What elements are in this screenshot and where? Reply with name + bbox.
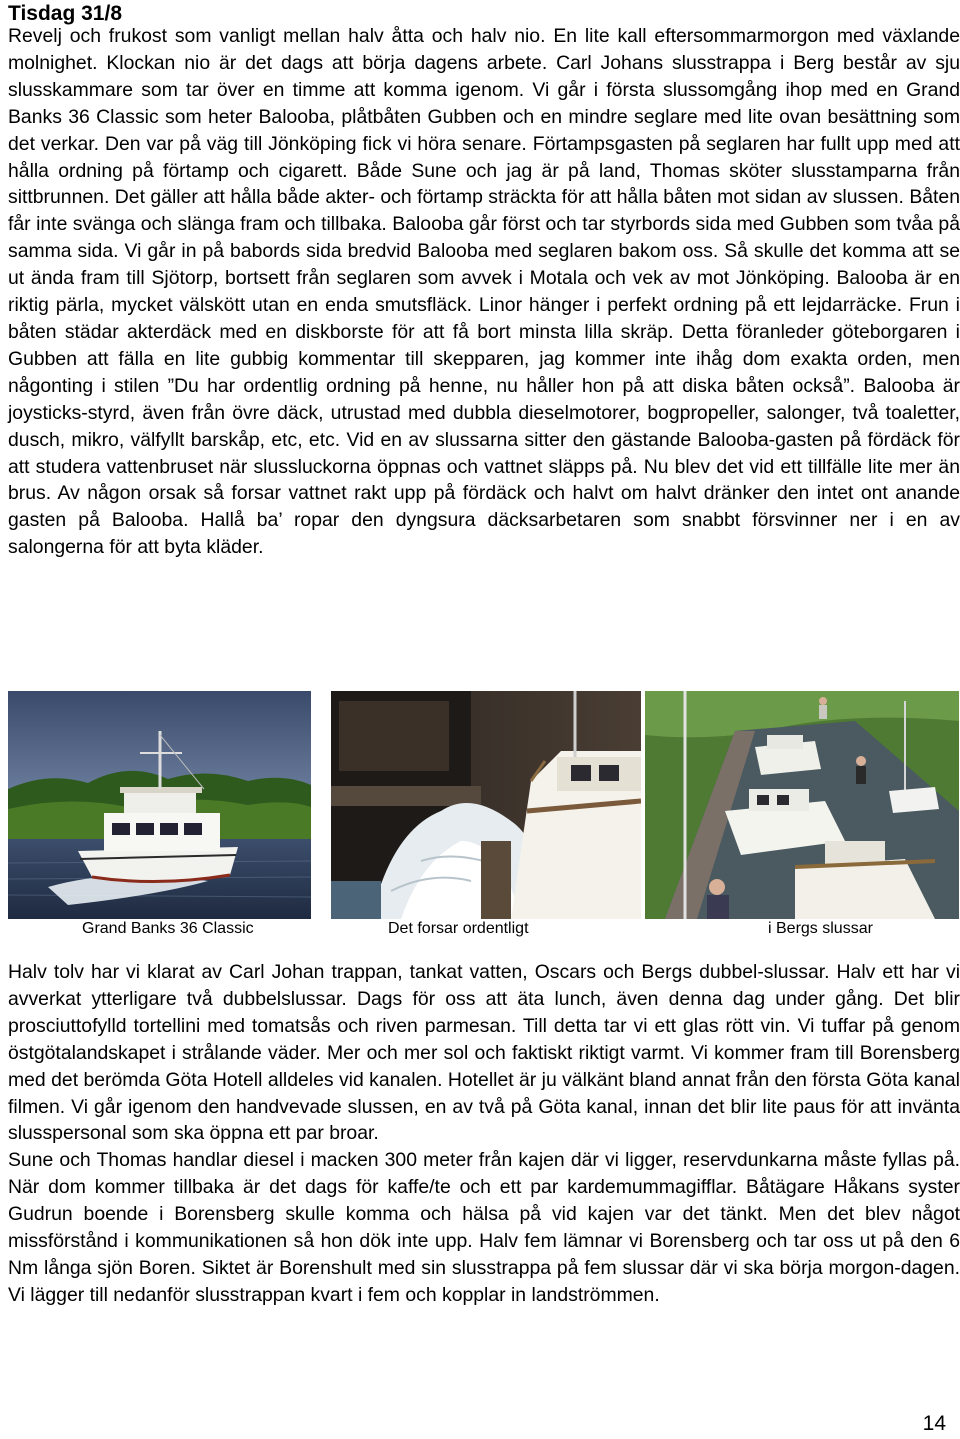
paragraph-midday: Halv tolv har vi klarat av Carl Johan trappan, tankat vatten, Oscars och Bergs dubbel-slussar. Halv ett har vi avverkat ytterligare två dubbelslussar. Dags för oss att äta lunch, även denna dag under gång. Det blir prosciuttofylld tortellini med tomatsås och riven parmesan. Till detta tar vi ett glas rött vin. Vi tuffar på genom östgötalandskapet i strålande väder. Mer och mer sol och faktiskt riktigt varmt. Vi kommer fram till Borensberg med det berömda Göta Hotell alldeles vid kanalen. Hotellet är ju välkänt bland annat från den första Göta kanal filmen. Vi går igenom den handvevade slussen, en av två på Göta kanal, innan det blir lite paus för att invänta slusspersonal som ska öppna ett par broar. <box>8 961 960 1145</box>
lock-water-photo <box>331 691 641 919</box>
day-heading: Tisdag 31/8 <box>8 2 123 25</box>
page-number: 14 <box>922 1412 946 1435</box>
photo-row <box>8 691 960 919</box>
lock-water-photo-image <box>331 691 641 919</box>
motorboat-photo-image <box>8 691 311 919</box>
afternoon-text <box>8 959 960 1309</box>
caption-motorboat: Grand Banks 36 Classic <box>82 920 254 937</box>
motorboat-photo <box>8 691 311 919</box>
caption-bergs-lock: i Bergs slussar <box>768 920 873 937</box>
paragraph-evening: Sune och Thomas handlar diesel i macken 300 meter från kajen där vi ligger, reservdunkarna måste fyllas på. När dom kommer tillbaka är det dags för kaffe/te och ett par kardemummagifflar. Båtägare Håkans syster Gudrun boende i Borensberg skulle komma och hälsa på vid kajen var det tänkt. Men det blev något missförstånd i kommunikationen så hon dök inte upp. Halv fem lämnar vi Borensberg och tar oss ut på den 6 Nm långa sjön Boren. Siktet är Borenshult med sin slusstrappa på fem slussar där vi ska börja morgon-dagen. Vi lägger till nedanför slusstrappan kvart i fem och kopplar in landströmmen. <box>8 1149 960 1306</box>
document-page <box>8 0 960 1439</box>
boats-in-lock-photo-image <box>645 691 959 919</box>
boats-in-lock-photo <box>645 691 959 919</box>
paragraph-morning: Revelj och frukost som vanligt mellan halv åtta och halv nio. En lite kall eftersommarmorgon med växlande molnighet. Klockan nio är det dags att börja dagens arbete. Carl Johans slusstrappa i Berg består av sju slusskammare som tar över en timme att komma igenom. Vi går i första slussomgång ihop med en Grand Banks 36 Classic som heter Balooba, plåtbåten Gubben och en mindre seglare med lite ovan besättning som det verkar. Den var på väg till Jönköping fick vi höra senare. Förtampsgasten på seglaren har fullt upp med att hålla ordning på förtamp och cigarett. Både Sune och jag är på land, Thomas sköter slusstamparna från sittbrunnen. Det gäller att hålla både akter- och förtamp sträckta för att hålla båten mot sidan av slussen. Båten får inte svänga och slänga fram och tillbaka. Balooba går först och tar styrbords sida med Gubben som tvåa på samma sida. Vi går in på babords sida bredvid Balooba med seglaren bakom oss. Så skulle det komma att se ut ända fram till Sjötorp, bortsett från seglaren som avvek i Motala och vek av mot Jönköping. Balooba är en riktig pärla, mycket välskött utan en enda smutsfläck. Linor hänger i perfekt ordning på ett lejdarräcke. Frun i båten städar akterdäck med en diskborste för att få bort minsta lilla skräp. Detta föranleder göteborgaren i Gubben att fälla en lite gubbig kommentar till skepparen, jag kommer inte ihåg dom exakta orden, men någonting i stilen ”Du har ordentlig ordning på henne, nu håller hon på att diska båten också”. Balooba är joysticks-styrd, även från övre däck, utrustad med dubbla dieselmotorer, bogpropeller, salonger, två toaletter, dusch, mikro, välfyllt barskåp, etc, etc. Vid en av slussarna sitter den gästande Balooba-gasten på fördäck för att studera vattenbruset när slussluckorna öppnas och vattnet släpps på. Nu blev det vid ett tillfälle lite mer än brus. Av någon orsak så forsar vattnet rakt upp på fördäck och halvt om halvt dränker den intet ont anande gasten på Balooba. Hallå ba’ ropar den dyngsura däcksarbetaren som snabbt försvinner ner i en av salongerna för att byta kläder. <box>8 25 960 559</box>
caption-lock-water: Det forsar ordentligt <box>388 920 529 937</box>
